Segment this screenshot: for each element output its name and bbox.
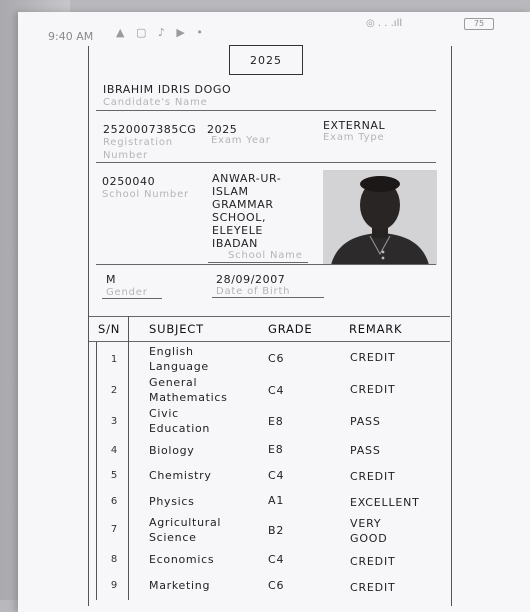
registration-label: Registration	[103, 137, 173, 148]
gender: M	[106, 273, 117, 286]
row-subject: Biology	[149, 444, 195, 457]
school-number-label: School Number	[102, 189, 189, 200]
row-subject: Economics	[149, 553, 215, 566]
candidate-photo	[323, 170, 437, 265]
row-sn: 1	[110, 354, 118, 365]
row-sn: 7	[110, 524, 118, 535]
row-subject-line: Science	[149, 531, 197, 544]
gender-label: Gender	[106, 287, 148, 298]
row-remark: PASS	[350, 415, 381, 428]
exam-type-label: Exam Type	[323, 132, 385, 143]
divider	[96, 264, 436, 265]
header-grade: GRADE	[268, 322, 313, 336]
school-name-line: ELEYELE	[212, 224, 263, 237]
row-remark: CREDIT	[350, 470, 396, 483]
row-sn: 2	[110, 385, 118, 396]
battery-icon: 75	[464, 18, 494, 30]
exam-type: EXTERNAL	[323, 119, 386, 132]
exam-year-label: Exam Year	[211, 135, 271, 146]
row-subject-line: Language	[149, 360, 209, 373]
school-name-label: School Name	[228, 250, 303, 261]
row-subject	[149, 344, 209, 374]
row-subject: Physics	[149, 495, 195, 508]
notification-icons: ▲ ▢ ♪ ▶ •	[116, 26, 207, 39]
row-grade: E8	[268, 443, 284, 456]
table-header-border	[89, 341, 450, 342]
row-subject-line: Education	[149, 422, 211, 435]
row-remark: CREDIT	[350, 351, 396, 364]
exam-year: 2025	[207, 123, 238, 136]
row-remark: CREDIT	[350, 383, 396, 396]
row-subject: Chemistry	[149, 469, 212, 482]
row-remark	[350, 516, 388, 546]
row-grade: A1	[268, 494, 285, 507]
school-name	[212, 172, 322, 250]
row-subject-line: Civic	[149, 407, 179, 420]
divider	[96, 110, 436, 111]
row-subject	[149, 406, 210, 436]
candidate-name-label: Candidate's Name	[103, 97, 208, 108]
school-name-line: GRAMMAR	[212, 198, 274, 211]
row-grade: C4	[268, 469, 285, 482]
candidate-name: IBRAHIM IDRIS DOGO	[103, 83, 232, 96]
row-subject: Marketing	[149, 579, 211, 592]
school-name-line: SCHOOL,	[212, 211, 267, 224]
row-remark: CREDIT	[350, 555, 396, 568]
registration-label-2: Number	[103, 150, 148, 161]
row-remark: EXCELLENT	[350, 496, 420, 509]
row-sn: 3	[110, 416, 118, 427]
row-grade: C6	[268, 352, 285, 365]
row-sn: 4	[110, 445, 118, 456]
header-subject: SUBJECT	[149, 322, 204, 336]
row-sn: 8	[110, 554, 118, 565]
table-top-border	[89, 316, 450, 317]
header-remark: REMARK	[349, 322, 403, 336]
date-of-birth: 28/09/2007	[216, 273, 286, 286]
school-number: 0250040	[102, 175, 156, 188]
school-name-line: ISLAM	[212, 185, 249, 198]
date-of-birth-label: Date of Birth	[216, 286, 291, 297]
row-subject	[149, 515, 221, 545]
row-remark: PASS	[350, 444, 381, 457]
row-remark-line: VERY	[350, 517, 382, 530]
row-grade: C4	[268, 553, 285, 566]
row-subject-line: Mathematics	[149, 391, 228, 404]
divider	[96, 162, 436, 163]
divider	[102, 298, 162, 299]
row-subject	[149, 375, 228, 405]
row-subject-line: English	[149, 345, 194, 358]
row-grade: E8	[268, 415, 284, 428]
school-name-line: ANWAR-UR-	[212, 172, 282, 185]
divider	[212, 297, 324, 298]
divider	[208, 262, 308, 263]
row-remark-line: GOOD	[350, 532, 388, 545]
row-grade: C4	[268, 384, 285, 397]
header-sn: S/N	[98, 322, 121, 336]
signal-icons: ◎ . . .ıll	[366, 18, 403, 29]
row-sn: 6	[110, 496, 118, 507]
table-column-divider	[128, 316, 129, 600]
status-time: 9:40 AM	[48, 30, 94, 43]
row-remark: CREDIT	[350, 581, 396, 594]
row-grade: C6	[268, 579, 285, 592]
row-sn: 9	[110, 580, 118, 591]
row-grade: B2	[268, 524, 285, 537]
row-subject-line: General	[149, 376, 198, 389]
table-column-divider	[96, 342, 97, 600]
row-sn: 5	[110, 470, 118, 481]
row-subject-line: Agricultural	[149, 516, 222, 529]
registration-number: 2520007385CG	[103, 123, 197, 136]
certificate-year: 2025	[229, 45, 303, 75]
school-name-line: IBADAN	[212, 237, 258, 250]
